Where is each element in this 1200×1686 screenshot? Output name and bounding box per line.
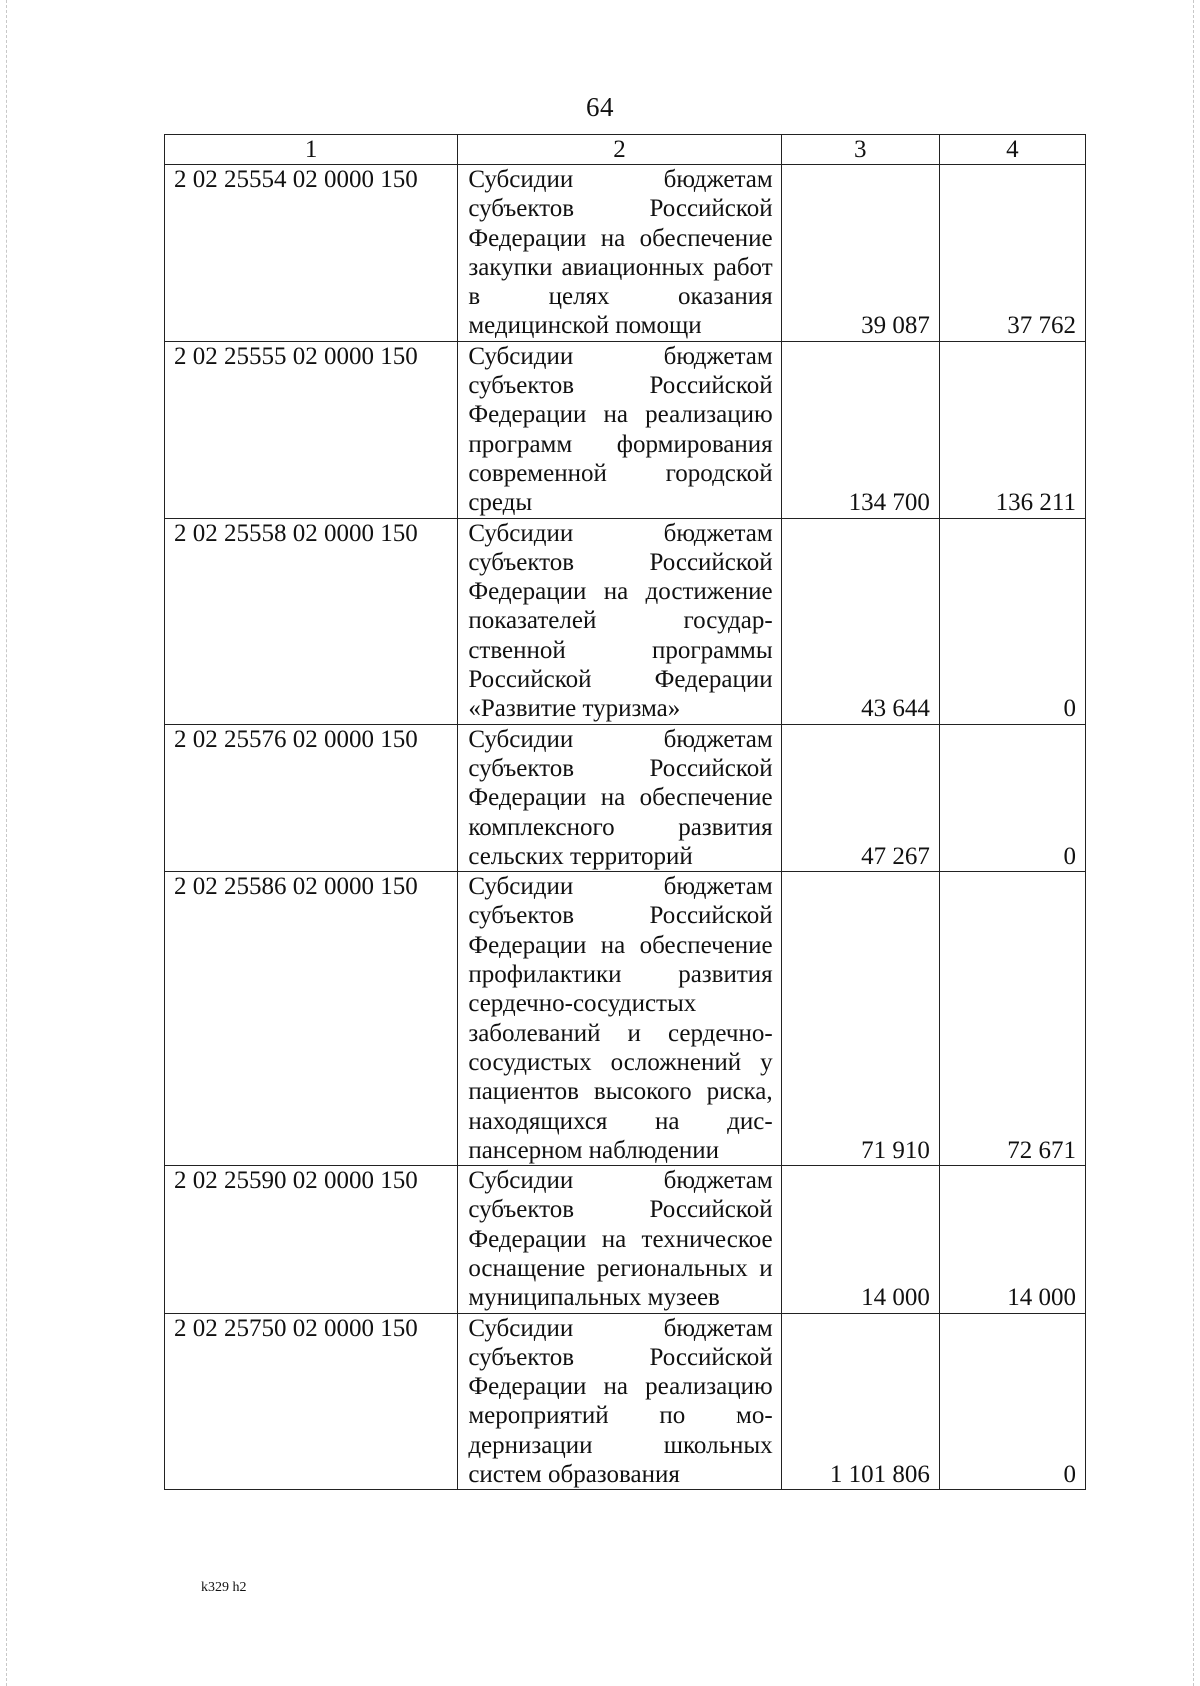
value-col-4: 14 000 [939, 1166, 1085, 1313]
description-cell [458, 1166, 781, 1313]
value-col-3: 47 267 [781, 724, 939, 871]
table-row [165, 165, 1086, 342]
value-col-4: 0 [939, 1313, 1085, 1490]
budget-code: 2 02 25558 02 0000 150 [165, 518, 458, 724]
description-cell [458, 165, 781, 342]
value-col-4: 0 [939, 518, 1085, 724]
description-text: Субсидии бюджетам субъектов Российской Федерации на реализацию мероприятий по модернизации школьных систем образования [468, 1314, 773, 1489]
table-row [165, 518, 1086, 724]
table-row [165, 341, 1086, 518]
value-col-3: 71 910 [781, 872, 939, 1166]
budget-code: 2 02 25750 02 0000 150 [165, 1313, 458, 1490]
budget-code: 2 02 25555 02 0000 150 [165, 341, 458, 518]
value-col-4: 37 762 [939, 165, 1085, 342]
header-row [165, 135, 1086, 165]
table-row [165, 872, 1086, 1166]
value-col-3: 43 644 [781, 518, 939, 724]
budget-table [164, 134, 1086, 1490]
budget-code: 2 02 25590 02 0000 150 [165, 1166, 458, 1313]
column-header-4: 4 [939, 135, 1085, 165]
description-text: Субсидии бюджетам субъектов Российской Федерации на обеспечение комплексного развития сельских территорий [468, 725, 773, 870]
description-cell [458, 341, 781, 518]
table-row [165, 1313, 1086, 1490]
table-row [165, 724, 1086, 871]
description-cell [458, 518, 781, 724]
value-col-3: 39 087 [781, 165, 939, 342]
value-col-3: 1 101 806 [781, 1313, 939, 1490]
description-cell [458, 724, 781, 871]
value-col-3: 14 000 [781, 1166, 939, 1313]
budget-code: 2 02 25576 02 0000 150 [165, 724, 458, 871]
value-col-3: 134 700 [781, 341, 939, 518]
description-text: Субсидии бюджетам субъектов Российской Федерации на обеспечение профилактики развития сердечно-сосудистых заболеваний и сердечно-сосудистых осложнений у пациентов высокого риска, находящихся на диспансерном наблюдении [468, 873, 773, 1164]
value-col-4: 72 671 [939, 872, 1085, 1166]
budget-code: 2 02 25586 02 0000 150 [165, 872, 458, 1166]
description-text: Субсидии бюджетам субъектов Российской Федерации на реализацию программ формирования современной городской среды [468, 342, 773, 517]
table-header [165, 135, 1086, 165]
description-cell [458, 872, 781, 1166]
value-col-4: 0 [939, 724, 1085, 871]
description-cell [458, 1313, 781, 1490]
budget-code: 2 02 25554 02 0000 150 [165, 165, 458, 342]
column-header-3: 3 [781, 135, 939, 165]
description-text: Субсидии бюджетам субъектов Российской Федерации на достижение показателей государственной программы Российской Федерации «Развитие туризма» [468, 519, 773, 723]
column-header-2: 2 [458, 135, 781, 165]
value-col-4: 136 211 [939, 341, 1085, 518]
table-row [165, 1166, 1086, 1313]
footer-document-code: k329 h2 [201, 1580, 247, 1595]
description-text: Субсидии бюджетам субъектов Российской Федерации на обеспечение закупки авиационных работ в целях оказания медицинской помощи [468, 166, 773, 340]
column-header-1: 1 [165, 135, 458, 165]
scan-edge-left [6, 0, 7, 1686]
page-number: 64 [586, 92, 614, 122]
description-text: Субсидии бюджетам субъектов Российской Федерации на техническое оснащение региональных и муниципальных музеев [468, 1167, 773, 1312]
table-body [165, 165, 1086, 1490]
scan-edge-right [1193, 0, 1194, 1686]
